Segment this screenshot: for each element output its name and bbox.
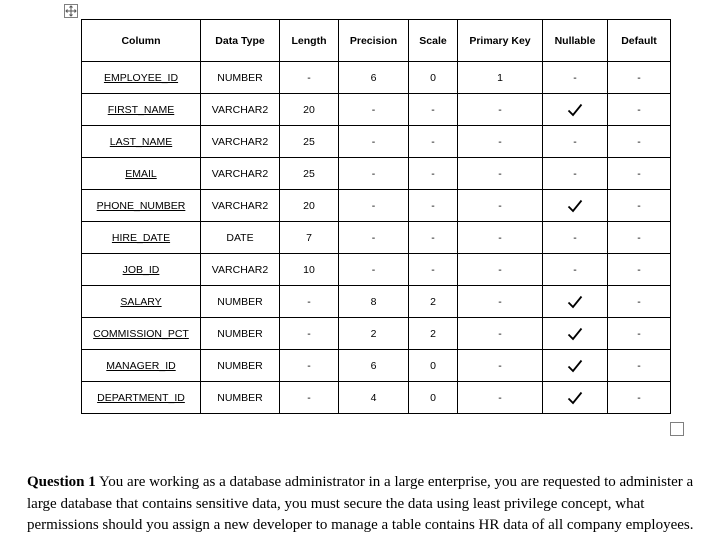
cell-column [82, 62, 201, 94]
cell-length: 25 [280, 126, 339, 158]
cell-precision: - [339, 190, 409, 222]
column-name-text: JOB_ID [122, 263, 160, 276]
header-length: Length [280, 20, 339, 62]
cell-scale: 0 [409, 350, 458, 382]
cell-data-type: DATE [201, 222, 280, 254]
cell-length: - [280, 286, 339, 318]
checkmark-icon [567, 295, 583, 309]
cell-data-type: NUMBER [201, 318, 280, 350]
cell-precision: - [339, 158, 409, 190]
cell-column [82, 350, 201, 382]
column-name-text: LAST_NAME [109, 135, 173, 148]
cell-default: - [608, 382, 671, 414]
table-row [82, 158, 671, 190]
question-text: You are working as a database administrator in a large enterprise, you are requested to administer a large database that contains sensitive data, you must secure the data using least privilege concept, what permissions should you assign a new developer to manage a table contains HR data of all company employees. [27, 474, 694, 533]
cell-nullable: - [543, 62, 608, 94]
cell-primary-key: - [458, 382, 543, 414]
table-row [82, 126, 671, 158]
cell-column [82, 222, 201, 254]
cell-default: - [608, 126, 671, 158]
header-scale: Scale [409, 20, 458, 62]
checkmark-icon [567, 327, 583, 341]
table-resize-handle[interactable] [670, 422, 684, 436]
cell-precision: 6 [339, 62, 409, 94]
cell-scale: - [409, 222, 458, 254]
cell-nullable [543, 318, 608, 350]
checkmark-icon [567, 199, 583, 213]
column-name-text: EMAIL [125, 167, 157, 180]
cell-precision: - [339, 222, 409, 254]
cell-default: - [608, 318, 671, 350]
header-nullable: Nullable [543, 20, 608, 62]
header-default: Default [608, 20, 671, 62]
cell-length: 10 [280, 254, 339, 286]
cell-nullable: - [543, 254, 608, 286]
cell-data-type: VARCHAR2 [201, 94, 280, 126]
cell-nullable: - [543, 158, 608, 190]
cell-data-type: NUMBER [201, 350, 280, 382]
cell-precision: 2 [339, 318, 409, 350]
cell-column [82, 126, 201, 158]
cell-nullable: - [543, 222, 608, 254]
cell-default: - [608, 62, 671, 94]
checkmark-icon [567, 103, 583, 117]
cell-length: - [280, 382, 339, 414]
cell-scale: 2 [409, 286, 458, 318]
table-row [82, 350, 671, 382]
cell-column [82, 286, 201, 318]
column-name-text: PHONE_NUMBER [96, 199, 186, 212]
table-row [82, 190, 671, 222]
cell-scale: - [409, 94, 458, 126]
cell-default: - [608, 94, 671, 126]
cell-precision: - [339, 126, 409, 158]
cell-length: - [280, 350, 339, 382]
cell-scale: 2 [409, 318, 458, 350]
cell-data-type: VARCHAR2 [201, 190, 280, 222]
cell-scale: - [409, 158, 458, 190]
cell-primary-key: - [458, 94, 543, 126]
cell-default: - [608, 350, 671, 382]
cell-precision: 4 [339, 382, 409, 414]
cell-column [82, 94, 201, 126]
question-label: Question 1 [27, 474, 96, 490]
cell-length: 20 [280, 190, 339, 222]
header-column: Column [82, 20, 201, 62]
cell-data-type: NUMBER [201, 62, 280, 94]
column-name-text: MANAGER_ID [106, 359, 176, 372]
table-row [82, 286, 671, 318]
table-row [82, 382, 671, 414]
table-move-handle-icon[interactable] [64, 4, 78, 18]
table-row [82, 94, 671, 126]
table-row [82, 318, 671, 350]
cell-length: 20 [280, 94, 339, 126]
cell-primary-key: - [458, 190, 543, 222]
cell-column [82, 158, 201, 190]
cell-primary-key: - [458, 222, 543, 254]
cell-column [82, 318, 201, 350]
cell-default: - [608, 190, 671, 222]
cell-scale: - [409, 254, 458, 286]
cell-scale: 0 [409, 62, 458, 94]
column-name-text: HIRE_DATE [111, 231, 171, 244]
cell-precision: - [339, 254, 409, 286]
cell-column [82, 382, 201, 414]
cell-primary-key: - [458, 158, 543, 190]
cell-nullable [543, 190, 608, 222]
cell-nullable [543, 350, 608, 382]
column-name-text: COMMISSION_PCT [93, 327, 189, 340]
cell-scale: - [409, 190, 458, 222]
table-row [82, 62, 671, 94]
cell-precision: - [339, 94, 409, 126]
cell-primary-key: - [458, 286, 543, 318]
cell-default: - [608, 254, 671, 286]
question-paragraph [27, 472, 697, 537]
table-row [82, 222, 671, 254]
cell-nullable: - [543, 126, 608, 158]
cell-data-type: NUMBER [201, 382, 280, 414]
cell-column [82, 254, 201, 286]
column-name-text: DEPARTMENT_ID [97, 391, 185, 404]
cell-column [82, 190, 201, 222]
checkmark-icon [567, 391, 583, 405]
checkmark-icon [567, 359, 583, 373]
cell-primary-key: - [458, 126, 543, 158]
cell-default: - [608, 222, 671, 254]
cell-data-type: VARCHAR2 [201, 254, 280, 286]
cell-length: 25 [280, 158, 339, 190]
cell-primary-key: - [458, 318, 543, 350]
cell-data-type: NUMBER [201, 286, 280, 318]
cell-length: - [280, 62, 339, 94]
column-name-text: FIRST_NAME [107, 103, 175, 116]
header-primary-key: Primary Key [458, 20, 543, 62]
header-row [82, 20, 671, 62]
cell-nullable [543, 94, 608, 126]
cell-primary-key: - [458, 254, 543, 286]
cell-default: - [608, 286, 671, 318]
cell-nullable [543, 382, 608, 414]
employees-schema-table [81, 19, 671, 414]
cell-scale: 0 [409, 382, 458, 414]
cell-precision: 6 [339, 350, 409, 382]
header-precision: Precision [339, 20, 409, 62]
cell-length: - [280, 318, 339, 350]
cell-nullable [543, 286, 608, 318]
cell-primary-key: - [458, 350, 543, 382]
table-body [82, 62, 671, 414]
header-data-type: Data Type [201, 20, 280, 62]
column-name-text: SALARY [120, 295, 162, 308]
table-row [82, 254, 671, 286]
cell-scale: - [409, 126, 458, 158]
column-name-text: EMPLOYEE_ID [103, 71, 179, 84]
cell-precision: 8 [339, 286, 409, 318]
cell-length: 7 [280, 222, 339, 254]
cell-primary-key: 1 [458, 62, 543, 94]
cell-data-type: VARCHAR2 [201, 126, 280, 158]
cell-default: - [608, 158, 671, 190]
cell-data-type: VARCHAR2 [201, 158, 280, 190]
